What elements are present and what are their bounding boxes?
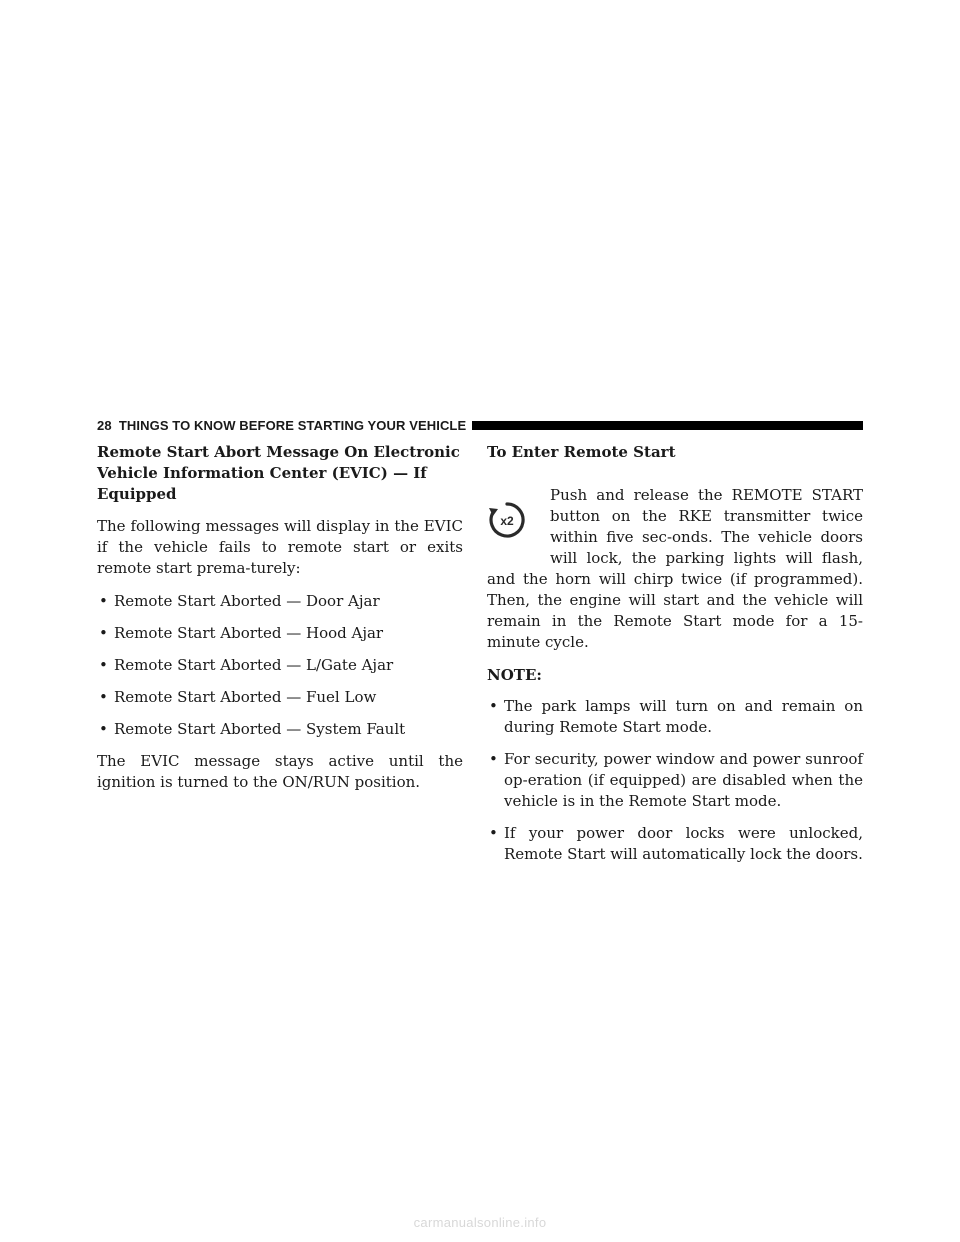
watermark: carmanualsonline.info bbox=[413, 1215, 547, 1230]
bullet-icon: • bbox=[99, 592, 108, 610]
header-rule bbox=[472, 421, 863, 430]
remote-start-x2-icon-graphic bbox=[487, 500, 527, 540]
section-title: THINGS TO KNOW BEFORE STARTING YOUR VEHICLE bbox=[118, 417, 467, 433]
abort-closing-paragraph: The EVIC message stays active until the ignition is turned to the ON/RUN position. bbox=[97, 752, 463, 791]
abort-message-list bbox=[97, 591, 463, 740]
remote-start-instructions bbox=[487, 485, 863, 653]
bullet-icon: • bbox=[99, 688, 108, 706]
note-list bbox=[487, 696, 863, 865]
remote-start-x2-icon bbox=[487, 487, 540, 553]
enter-remote-start-heading: To Enter Remote Start bbox=[487, 443, 676, 461]
list-item: • If your power door locks were unlocked, Remote Start will automatically lock the doors. bbox=[489, 824, 863, 863]
bullet-icon: • bbox=[489, 697, 498, 715]
remote-start-body: Push and release the REMOTE START button on the RKE transmitter twice within five sec-onds. The vehicle doors will lock, the parking lights will flash, and the horn will chirp twice (if programmed). Then, the engine will start and the vehicle will remain in the Remote Start mode for a 15-minute cycle. bbox=[487, 486, 863, 651]
list-item: • Remote Start Aborted — Door Ajar bbox=[99, 592, 380, 610]
icon-label: x2 bbox=[500, 514, 514, 528]
page-number: 28 bbox=[97, 417, 112, 433]
bullet-icon: • bbox=[99, 656, 108, 674]
list-item: • Remote Start Aborted — System Fault bbox=[99, 720, 406, 738]
bullet-icon: • bbox=[489, 824, 498, 842]
bullet-icon: • bbox=[99, 624, 108, 642]
abort-intro-paragraph: The following messages will display in the EVIC if the vehicle fails to remote start or exits remote start prema-turely: bbox=[97, 517, 463, 577]
list-item: • Remote Start Aborted — Fuel Low bbox=[99, 688, 377, 706]
list-item: • The park lamps will turn on and remain on during Remote Start mode. bbox=[489, 697, 863, 736]
list-item: • Remote Start Aborted — L/Gate Ajar bbox=[99, 656, 394, 674]
right-column bbox=[487, 442, 863, 876]
bullet-icon: • bbox=[489, 750, 498, 768]
page-header bbox=[97, 418, 863, 432]
abort-message-heading: Remote Start Abort Message On Electronic Vehicle Information Center (EVIC) — If Equipped bbox=[97, 443, 460, 503]
list-item: • Remote Start Aborted — Hood Ajar bbox=[99, 624, 384, 642]
note-label: NOTE: bbox=[487, 666, 542, 684]
bullet-icon: • bbox=[99, 720, 108, 738]
left-column bbox=[97, 442, 463, 805]
list-item: • For security, power window and power sunroof op-eration (if equipped) are disabled when the vehicle is in the Remote Start mode. bbox=[489, 750, 863, 810]
